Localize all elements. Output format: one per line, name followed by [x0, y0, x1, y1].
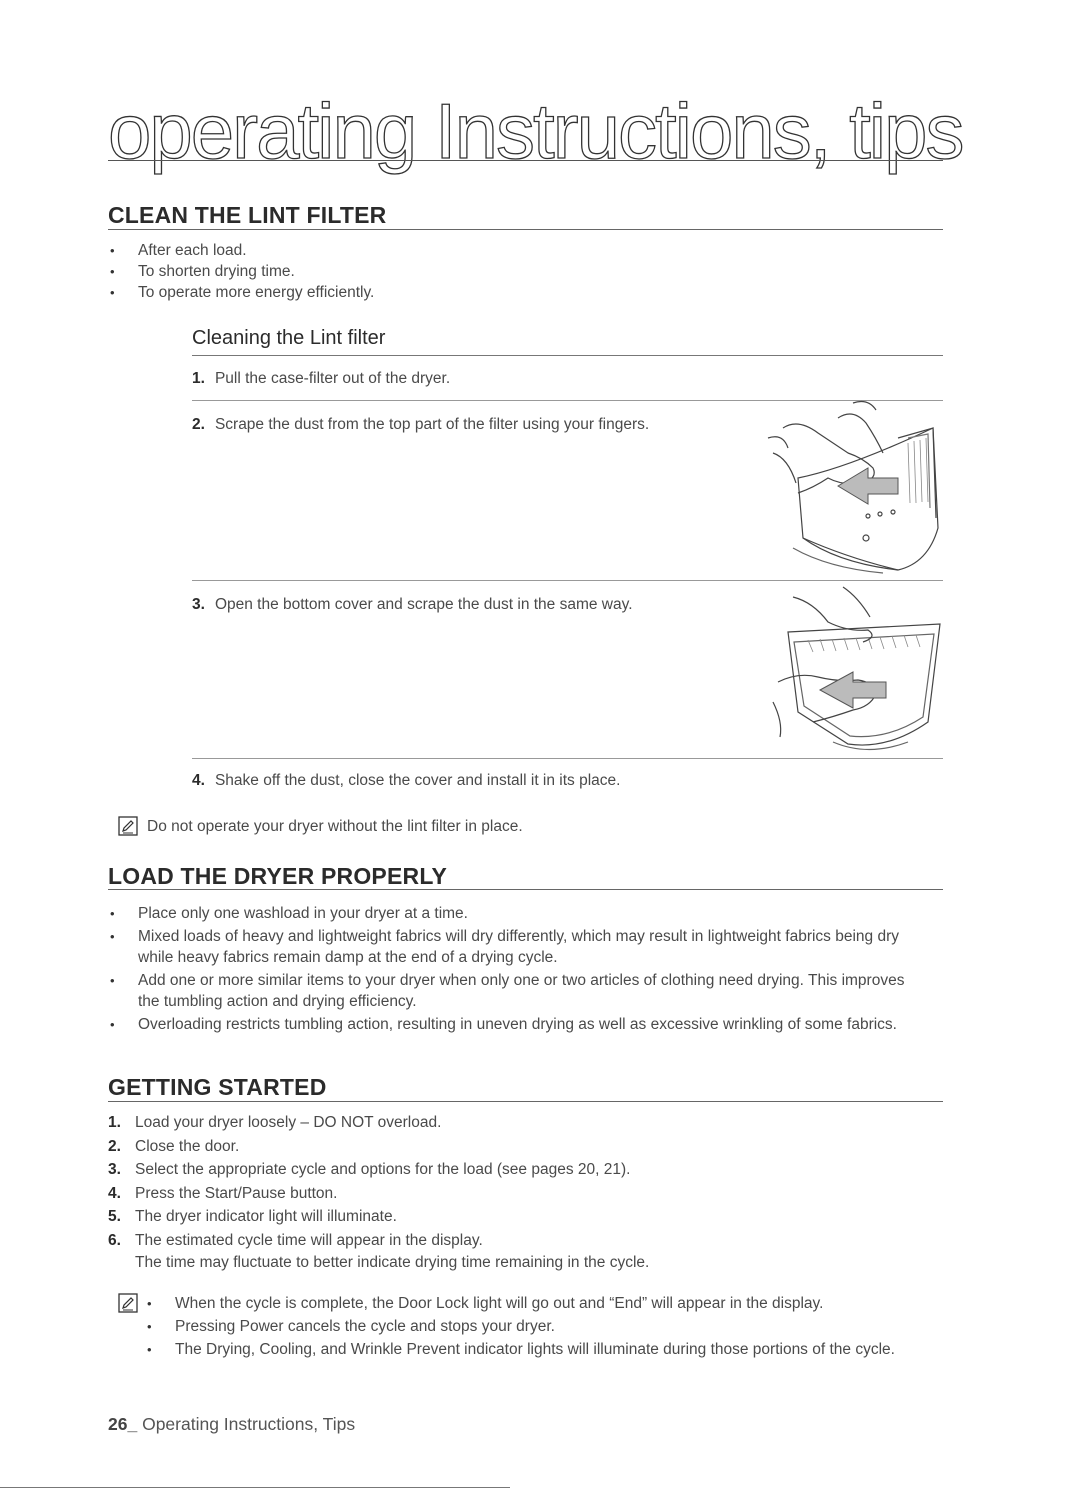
step-text: Shake off the dust, close the cover and install it in its place. [214, 772, 621, 789]
page-number: 26_ [108, 1414, 138, 1434]
list-item [108, 1205, 928, 1229]
step-number: 3. [192, 596, 205, 613]
list-item: • To shorten drying time. [110, 261, 930, 282]
list-item: • Add one or more similar items to your dryer when only one or two articles of clothing need drying. This improves the tumbling action and drying efficiency. [110, 970, 930, 1012]
step-number: 2. [192, 416, 205, 433]
list-item: • When the cycle is complete, the Door Lock light will go out and “End” will appear in the display. [147, 1293, 937, 1314]
list-item: • Mixed loads of heavy and lightweight fabrics will dry differently, which may result in lightweight fabrics being dry while heavy fabrics remain damp at the end of a drying cycle. [110, 926, 930, 968]
step-2 [192, 414, 649, 435]
list-item [108, 1182, 928, 1206]
title-rule [108, 160, 943, 161]
list-item: • After each load. [110, 240, 930, 261]
page-title: operating Instructions, tips [108, 87, 963, 175]
list-item-continuation: The time may fluctuate to better indicate drying time remaining in the cycle. [135, 1254, 650, 1271]
step-4 [192, 770, 620, 791]
section-rule-lint [108, 229, 943, 230]
step-text: Pull the case-filter out of the dryer. [214, 370, 451, 387]
list-item [108, 1229, 928, 1253]
step-text: Press the Start/Pause button. [135, 1184, 338, 1202]
section-heading-start: GETTING STARTED [108, 1074, 327, 1100]
filter-top-scrape-illustration [758, 398, 943, 578]
start-notes [147, 1293, 937, 1360]
list-item [108, 1135, 928, 1159]
step-text: Close the door. [135, 1137, 240, 1155]
list-item: • Overloading restricts tumbling action, resulting in uneven drying as well as excessive wrinkling of some fabrics. [110, 1014, 930, 1035]
step-number: 2. [108, 1137, 121, 1155]
step-text: The dryer indicator light will illuminate. [135, 1208, 397, 1225]
filter-bottom-scrape-illustration [758, 582, 943, 752]
step-text: Select the appropriate cycle and options for the load (see pages 20, 21). [135, 1161, 631, 1178]
step-rule [192, 580, 943, 581]
step-text: The estimated cycle time will appear in the display. [135, 1231, 483, 1249]
section-rule-start [108, 1101, 943, 1102]
list-item: • To operate more energy efficiently. [110, 282, 930, 303]
step-number: 1. [108, 1114, 121, 1131]
lint-bullets [110, 240, 930, 303]
start-steps [108, 1111, 928, 1273]
list-item: • The Drying, Cooling, and Wrinkle Prevent indicator lights will illuminate during those portions of the cycle. [147, 1339, 937, 1360]
note-pencil-icon [118, 816, 138, 836]
step-number: 1. [192, 370, 205, 387]
footer-label: Operating Instructions, Tips [142, 1414, 356, 1434]
section-heading-lint: CLEAN THE LINT FILTER [108, 202, 387, 228]
note-lint: Do not operate your dryer without the lint filter in place. [147, 818, 523, 835]
list-item: • Pressing Power cancels the cycle and stops your dryer. [147, 1316, 937, 1337]
step-number: 4. [108, 1184, 121, 1202]
step-3 [192, 594, 633, 615]
list-item [108, 1158, 928, 1182]
bottom-rule [0, 1487, 510, 1488]
load-bullets [110, 903, 930, 1035]
list-item: • Place only one washload in your dryer at a time. [110, 903, 930, 924]
step-number: 3. [108, 1161, 121, 1178]
subheading-rule [192, 355, 943, 356]
step-text: Scrape the dust from the top part of the filter using your fingers. [214, 416, 650, 433]
step-number: 5. [108, 1208, 121, 1225]
step-number: 6. [108, 1231, 121, 1249]
step-rule [192, 758, 943, 759]
step-text: Open the bottom cover and scrape the dust in the same way. [214, 596, 633, 613]
step-text: Load your dryer loosely – DO NOT overload. [135, 1114, 442, 1131]
list-item [108, 1111, 928, 1135]
page-footer [108, 1414, 355, 1435]
subheading-cleaning: Cleaning the Lint filter [192, 327, 386, 349]
step-1 [192, 368, 450, 389]
step-number: 4. [192, 772, 205, 789]
note-pencil-icon [118, 1293, 138, 1313]
section-rule-load [108, 889, 943, 890]
section-heading-load: LOAD THE DRYER PROPERLY [108, 863, 447, 889]
